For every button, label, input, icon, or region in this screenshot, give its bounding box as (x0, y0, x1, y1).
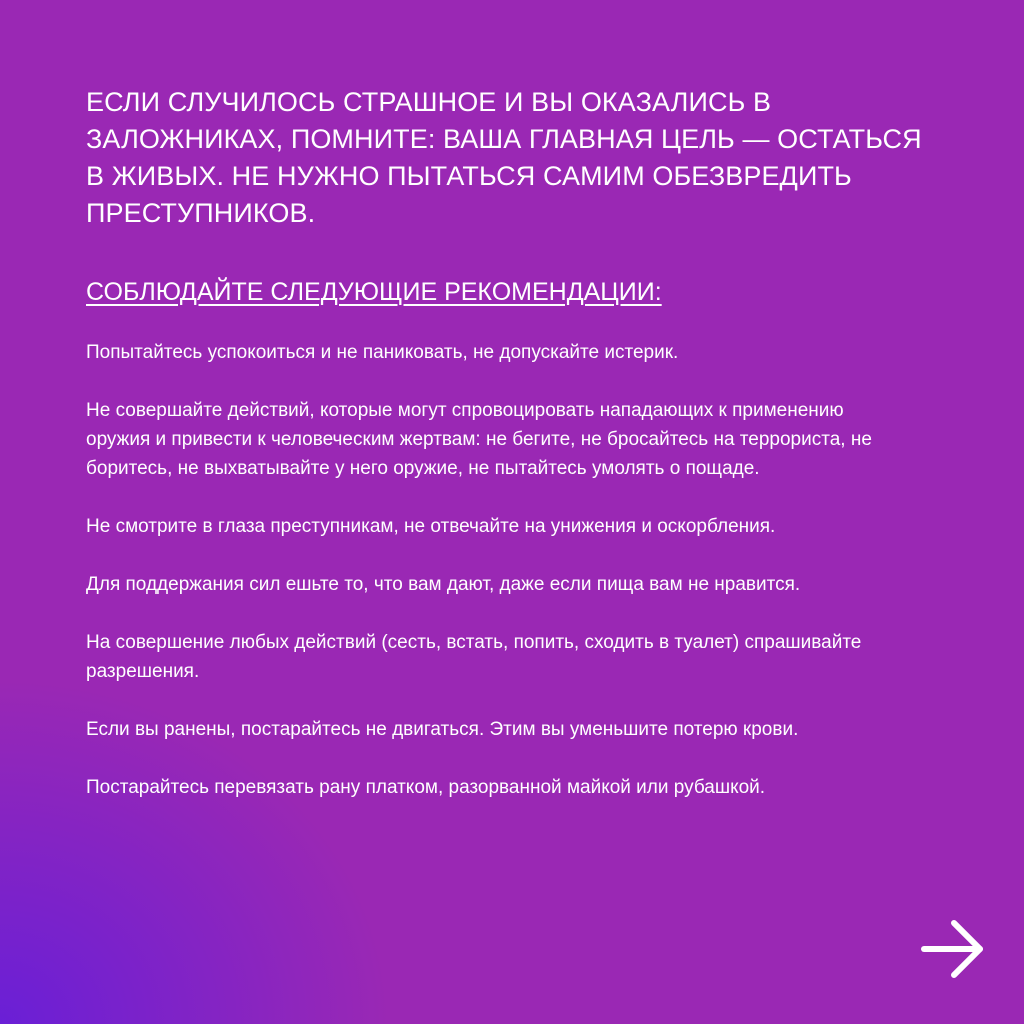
recommendations-heading: СОБЛЮДАЙТЕ СЛЕДУЮЩИЕ РЕКОМЕНДАЦИИ: (86, 278, 662, 306)
recommendation-item: Для поддержания сил ешьте то, что вам дают, даже если пища вам не нравится. (86, 574, 801, 595)
recommendations-list (86, 338, 906, 802)
arrow-right-icon[interactable] (918, 914, 988, 984)
recommendation-item: Постарайтесь перевязать рану платком, разорванной майкой или рубашкой. (86, 777, 766, 798)
recommendation-item: Не смотрите в глаза преступникам, не отвечайте на унижения и оскорбления. (86, 516, 776, 537)
main-content (86, 84, 946, 831)
headline: ЕСЛИ СЛУЧИЛОСЬ СТРАШНОЕ И ВЫ ОКАЗАЛИСЬ В ЗАЛОЖНИКАХ, ПОМНИТЕ: ВАША ГЛАВНАЯ ЦЕЛЬ — ОСТАТЬСЯ В ЖИВЫХ. НЕ НУЖНО ПЫТАТЬСЯ САМИМ ОБЕЗВРЕДИТЬ ПРЕСТУПНИКОВ. (86, 87, 922, 228)
recommendation-item: Если вы ранены, постарайтесь не двигаться. Этим вы уменьшите потерю крови. (86, 719, 799, 740)
recommendation-item: На совершение любых действий (сесть, встать, попить, сходить в туалет) спрашивайте разрешения. (86, 632, 862, 682)
recommendation-item: Попытайтесь успокоиться и не паниковать, не допускайте истерик. (86, 342, 679, 363)
recommendation-item: Не совершайте действий, которые могут спровоцировать нападающих к применению оружия и привести к человеческим жертвам: не бегите, не бросайтесь на террориста, не боритесь, не выхватывайте у него оружие, не пытайтесь умолять о пощаде. (86, 400, 872, 479)
